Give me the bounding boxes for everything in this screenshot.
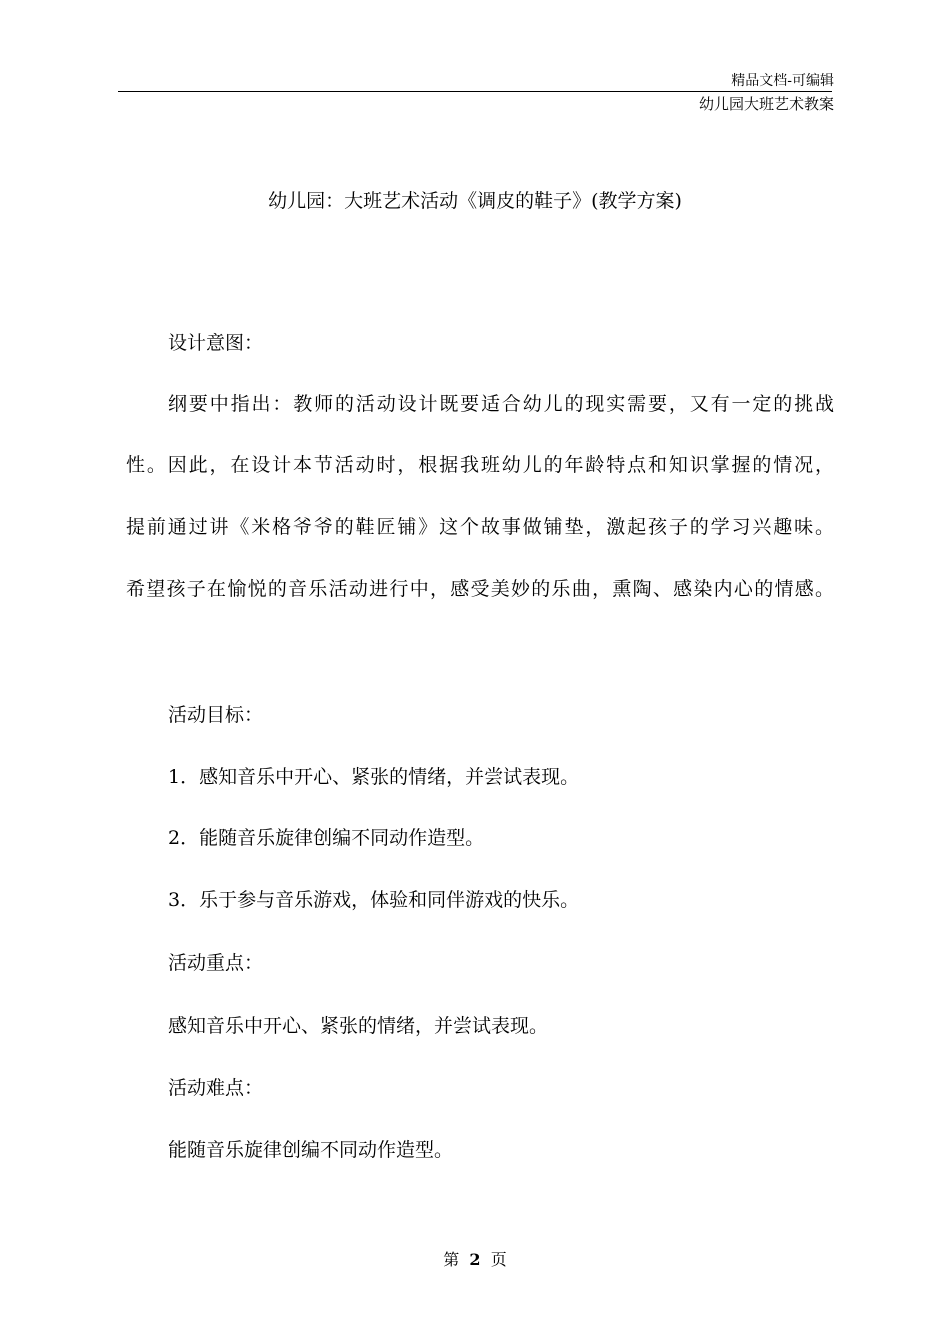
page-number: 2 <box>469 1250 481 1269</box>
design-intent-heading: 设计意图： <box>168 332 264 354</box>
difficulty-heading: 活动难点： <box>168 1077 264 1099</box>
goal-item-text: 乐于参与音乐游戏，体验和同伴游戏的快乐。 <box>199 889 580 911</box>
design-intent-line-2: 性。因此，在设计本节活动时，根据我班幼儿的年龄特点和知识掌握的情况， <box>126 454 834 476</box>
goal-item-3 <box>168 888 834 912</box>
header-watermark-label: 精品文档-可编辑 <box>731 73 834 89</box>
page-number-footer <box>0 1250 950 1270</box>
design-intent-line-4: 希望孩子在愉悦的音乐活动进行中，感受美妙的乐曲，熏陶、感染内心的情感。 <box>126 578 834 600</box>
key-point-heading: 活动重点： <box>168 952 264 974</box>
goal-item-1 <box>168 765 834 789</box>
header-subtitle: 幼儿园大班艺术教案 <box>698 95 834 113</box>
goal-item-number: 2． <box>168 827 200 849</box>
document-title: 幼儿园：大班艺术活动《调皮的鞋子》(教学方案) <box>268 190 682 212</box>
goal-item-number: 1． <box>168 766 200 788</box>
page-suffix: 页 <box>490 1250 507 1269</box>
difficulty-text: 能随音乐旋律创编不同动作造型。 <box>168 1139 454 1161</box>
page-prefix: 第 <box>443 1250 460 1269</box>
goals-heading: 活动目标： <box>168 704 264 726</box>
key-point-text: 感知音乐中开心、紧张的情绪，并尝试表现。 <box>168 1015 549 1037</box>
goal-item-text: 能随音乐旋律创编不同动作造型。 <box>199 827 485 849</box>
design-intent-line-3: 提前通过讲《米格爷爷的鞋匠铺》这个故事做铺垫，激起孩子的学习兴趣味。 <box>126 516 834 538</box>
goal-item-text: 感知音乐中开心、紧张的情绪，并尝试表现。 <box>199 766 580 788</box>
header-divider <box>118 91 832 92</box>
goal-item-2 <box>168 826 834 850</box>
goal-item-number: 3． <box>168 889 200 911</box>
design-intent-line-1: 纲要中指出：教师的活动设计既要适合幼儿的现实需要，又有一定的挑战 <box>168 393 834 415</box>
